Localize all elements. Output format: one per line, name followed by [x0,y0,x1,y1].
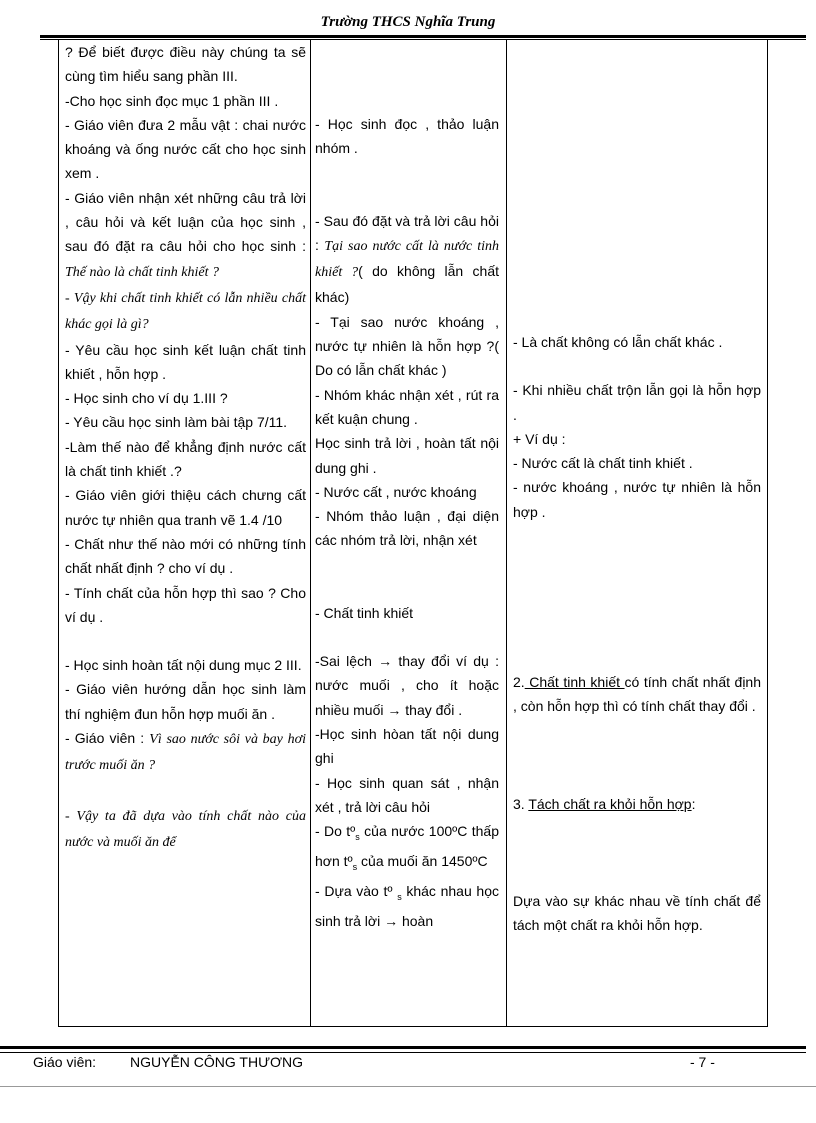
column-divider-1 [310,40,311,1026]
text-line: ? Để biết được điều này chúng ta sẽ cùng tìm hiểu sang phần III. [65,44,306,85]
text-line: - Vậy ta đã dựa vào tính chất nào của nước và muối ăn để [65,808,306,850]
teacher-activity-column [65,40,306,855]
text-line: -Cho học sinh đọc mục 1 phần III . [65,92,279,109]
text-line: - nước khoáng , nước tự nhiên là hỗn hợp . [513,479,761,520]
school-header: Trường THCS Nghĩa Trung [320,14,496,30]
text-line: - Học sinh cho ví dụ 1.III ? [65,390,228,407]
text-line: - Nhóm thảo luận , đại diện các nhóm trả lời, nhận xét [315,508,499,549]
text-line: - Yêu cầu học sinh làm bài tập 7/11. [65,414,288,431]
text-line: - Giáo viên hướng dẫn học sinh làm thí nghiệm đun hỗn hợp muối ăn . [65,681,306,722]
text-line: - Giáo viên giới thiệu cách chưng cất nước tự nhiên qua tranh vẽ 1.4 /10 [65,487,306,528]
text-line: -Sai lệch → thay đổi ví dụ : nước muối , cho ít hoặc nhiều muối → thay đổi . [315,653,499,718]
text-line: Học sinh trả lời , hoàn tất nội dung ghi . [315,435,499,476]
text-line: -Học sinh hòan tất nội dung ghi [315,725,499,767]
text-line: - Tính chất của hỗn hợp thì sao ? Cho ví dụ . [65,584,306,625]
text-line: + Ví dụ : [513,430,566,447]
text-line: - Giáo viên nhận xét những câu trả lời , câu hỏi và kết luận của học sinh , sau đó đặt ra câu hỏi cho học sinh : Thế nào là chất tinh khiết ? [65,189,306,280]
text-line: -Làm thế nào để khẳng định nước cất là chất tinh khiết .? [65,438,306,480]
column-divider-2 [506,40,507,1026]
text-line: - Tại sao nước khoáng , nước tự nhiên là hỗn hợp ?( Do có lẫn chất khác ) [315,313,499,379]
text-line: - Nước cất , nước khoáng [315,483,477,500]
text-line: - Học sinh đọc , thảo luận nhóm . [315,116,499,157]
text-line: - Giáo viên : Vì sao nước sôi và bay hơi trước muối ăn ? [65,730,306,774]
text-line: - Giáo viên đưa 2 mẫu vật : chai nước khoáng và ống nước cất cho học sinh xem . [65,116,306,182]
text-line: - Nước cất là chất tinh khiết . [513,455,693,472]
text-line: - Học sinh quan sát , nhận xét , trả lời câu hỏi [315,774,499,815]
student-activity-column [315,112,499,934]
lesson-content-column [513,330,761,938]
text-line: - Sau đó đặt và trả lời câu hỏi : Tại sao nước cất là nước tinh khiết ?( do không lẫn chất khác) [315,212,499,306]
text-line: Dựa vào sự khác nhau về tính chất để tách một chất ra khỏi hỗn hợp. [513,892,761,934]
header-rule [40,35,806,38]
text-line: - Khi nhiều chất trộn lẫn gọi là hỗn hợp . [513,382,761,423]
text-line: - Là chất không có lẫn chất khác . [513,334,723,350]
footer-rule-thin [0,1052,806,1053]
footer-label: Giáo viên: [33,1054,97,1070]
text-line: - Dựa vào tº $_s$ khác nhau học sinh trả lời → hoàn [315,883,499,930]
page-bottom-rule [0,1086,816,1087]
page-number: - 7 - [690,1054,715,1070]
text-line: - Chất như thế nào mới có những tính chất nhất định ? cho ví dụ . [65,535,306,577]
text-line: 3. Tách chất ra khỏi hỗn hợp: [513,795,696,812]
text-line: - Chất tinh khiết [315,604,414,621]
text-line: 2. Chất tinh khiết có tính chất nhất định , còn hỗn hợp thì có tính chất thay đổi . [513,674,761,715]
text-line: - Học sinh hoàn tất nội dung mục 2 III. [65,657,302,674]
footer-teacher: NGUYỄN CÔNG THƯƠNG [130,1054,304,1070]
text-line: - Do tº$_s$ của nước 100ºC thấp hơn tº$_s$ của muối ăn 1450ºC [315,823,499,873]
footer-rule [0,1046,806,1049]
text-line: - Yêu cầu học sinh kết luận chất tinh khiết , hỗn hợp . [65,341,306,382]
text-line: - Vậy khi chất tinh khiết có lẫn nhiều chất khác gọi là gì? [65,290,306,333]
text-line: - Nhóm khác nhận xét , rút ra kết kuận chung . [315,386,499,427]
